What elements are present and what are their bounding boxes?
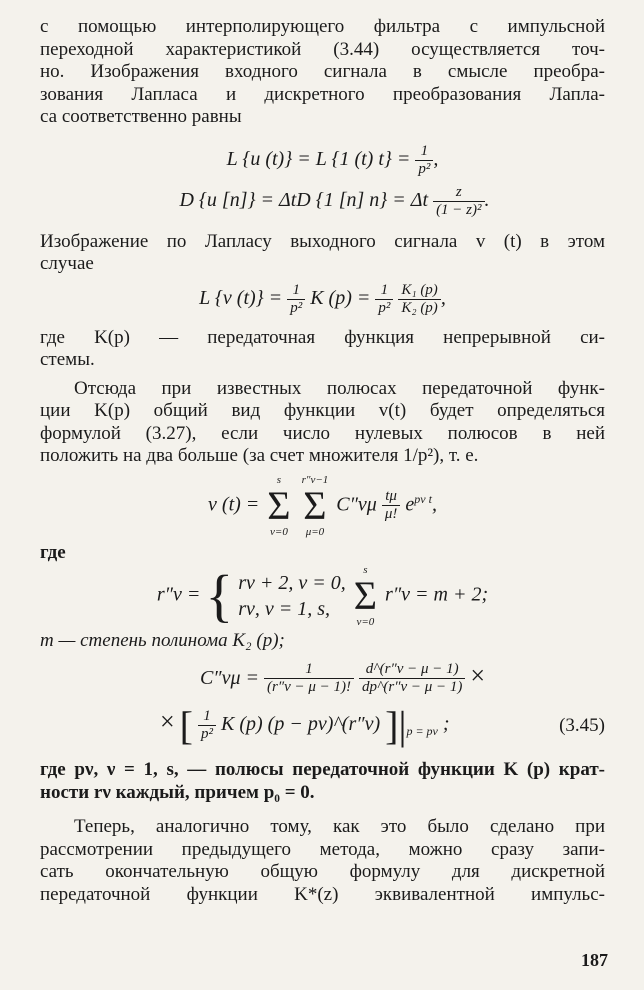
- text-line: переходной характеристикой (3.44) осуществляется точ-: [40, 38, 605, 60]
- paragraph-3: [40, 327, 605, 372]
- sum-upper: s: [363, 564, 368, 576]
- text-line: с помощью интерполирующего фильтра с импульсной: [40, 16, 605, 37]
- fraction-den: μ!: [384, 506, 398, 522]
- equation-text: K (p) =: [310, 286, 371, 309]
- equation-r-definition: r″ν = { rν + 2, ν = 0, rν, ν = 1, s, s Σ ν=0 r″ν = m + 2;: [156, 563, 489, 628]
- fraction: [359, 661, 465, 696]
- fraction: [433, 184, 484, 219]
- text-line: сать окончательную общую формулу для дискретной: [40, 861, 605, 883]
- fraction-den: (1 − z)²: [436, 201, 482, 218]
- text-line: формулой (3.27), если число нулевых полюсов в ней: [40, 422, 605, 444]
- sum-lower: ν=0: [270, 525, 288, 538]
- equation-text: ×: [470, 660, 486, 690]
- fraction-den: p²: [418, 160, 431, 177]
- text-line: m — степень полинома K₂ (p);: [40, 630, 285, 651]
- text-line: Теперь, аналогично тому, как это было сделано при: [74, 816, 605, 838]
- fraction-num: 1: [264, 661, 354, 679]
- text-line: положить на два больше (за счет множителя 1/p²), т. е.: [40, 445, 479, 466]
- text-line: случае: [40, 253, 94, 274]
- fraction: [198, 708, 216, 743]
- page-number: 187: [581, 950, 608, 970]
- equation-text: ,: [440, 286, 446, 309]
- equation-coefficient: [40, 661, 605, 697]
- equation-output-sum: [40, 474, 605, 538]
- fraction: [415, 143, 433, 178]
- equation-text: ;: [442, 713, 450, 736]
- fraction-den: dp^(r″ν − μ − 1): [362, 679, 463, 696]
- equation-text: D {u [n]} = ΔtD {1 [n] n} = Δt: [179, 188, 429, 211]
- text-line: где pν, ν = 1, s, — полюсы передаточной функции K (p) крат-: [40, 759, 605, 781]
- fraction-num: 1: [287, 282, 305, 300]
- equation-laplace-input: [40, 143, 605, 178]
- fraction: [287, 282, 305, 317]
- page-text: [40, 14, 605, 906]
- fraction: [264, 661, 354, 696]
- cases: [238, 570, 346, 622]
- paragraph-5: [40, 759, 605, 804]
- sum-lower: μ=0: [305, 525, 325, 538]
- fraction: [382, 488, 401, 523]
- fraction-num: d^(r″ν − μ − 1): [359, 661, 465, 679]
- sum-operator: r″ν−1 Σ μ=0: [301, 473, 329, 538]
- equation-3-45: × [ $\frac{1}{\text{p²}}$ K (p) (p − pν)^(r″ν) ]$|_{p = p\nu}$ ; (3.45): [160, 703, 605, 749]
- fraction-num: 1: [415, 143, 433, 161]
- text-line: са соответственно равны: [40, 106, 242, 127]
- text-line: ции K(p) общий вид функции v(t) будет определяться: [40, 400, 605, 421]
- sum-lower: ν=0: [356, 616, 375, 628]
- equation-text: ×: [160, 707, 175, 737]
- equation-laplace-output: [40, 282, 605, 317]
- text-line: передаточной функции K*(z) эквивалентной импульс-: [40, 883, 605, 905]
- equation-text: .: [484, 188, 490, 211]
- text-line: стемы.: [40, 349, 95, 370]
- fraction-den: K₂ (p): [401, 299, 438, 316]
- paragraph-6: [40, 816, 605, 906]
- paragraph-4: [40, 378, 605, 468]
- sum-upper: s: [276, 473, 282, 486]
- exponent: pν t: [414, 491, 432, 506]
- fraction-num: 1: [375, 282, 393, 300]
- fraction-den: p²: [378, 299, 391, 316]
- equation-discrete-input: [40, 184, 605, 219]
- text-line: Изображение по Лапласу выходного сигнала v (t) в этом: [40, 230, 605, 252]
- fraction-num: tμ: [382, 488, 401, 506]
- case-line: rν + 2, ν = 0,: [238, 572, 346, 594]
- text-line: где K(p) — передаточная функция непрерывной си-: [40, 326, 605, 348]
- equation-text: ,: [433, 147, 439, 170]
- fraction-den: p²: [290, 299, 303, 316]
- equation-text: v (t) =: [208, 493, 260, 516]
- fraction-den: (r″ν − μ − 1)!: [267, 679, 352, 696]
- equation-text: L {u (t)} = L {1 (t) t} =: [226, 147, 411, 170]
- equation-number: (3.45): [559, 714, 605, 736]
- equation-text: r″ν = m + 2;: [385, 583, 489, 606]
- text-line: рассмотрении предыдущего метода, можно сразу запи-: [40, 838, 605, 860]
- sum-operator: s Σ ν=0: [267, 473, 291, 538]
- equation-text: K (p) (p − pν)^(r″ν): [221, 713, 381, 736]
- text-line: Отсюда при известных полюсах передаточной функ-: [74, 377, 605, 399]
- paragraph-1: [40, 16, 605, 129]
- equation-text: r″ν =: [156, 583, 201, 606]
- fraction: [375, 282, 393, 317]
- equation-text: C″νμ: [336, 493, 377, 516]
- case-line: rν, ν = 1, s,: [238, 598, 331, 620]
- sum-operator: s Σ ν=0: [353, 564, 378, 628]
- equation-text: ,: [431, 493, 437, 516]
- fraction-num: z: [433, 184, 484, 202]
- fraction-den: p²: [201, 726, 213, 743]
- fraction: [398, 282, 440, 317]
- equation-text: C″νμ =: [199, 666, 260, 689]
- evaluation-point: p = pν: [406, 724, 438, 739]
- text-line: но. Изображения входного сигнала в смысле преобра-: [40, 61, 605, 82]
- text-line: зования Лапласа и дискретного преобразования Лапла-: [40, 83, 605, 105]
- fraction-num: K₁ (p): [398, 282, 440, 300]
- equation-text: e: [405, 493, 415, 516]
- sum-upper: r″ν−1: [301, 473, 329, 486]
- fraction-num: 1: [198, 708, 216, 726]
- text-line: где: [40, 541, 66, 563]
- line-m-degree: [40, 630, 605, 653]
- text-line: ности rν каждый, причем p₀ = 0.: [40, 781, 315, 803]
- equation-text: L {v (t)} =: [199, 286, 283, 309]
- where-label: [40, 542, 605, 565]
- paragraph-2: [40, 231, 605, 276]
